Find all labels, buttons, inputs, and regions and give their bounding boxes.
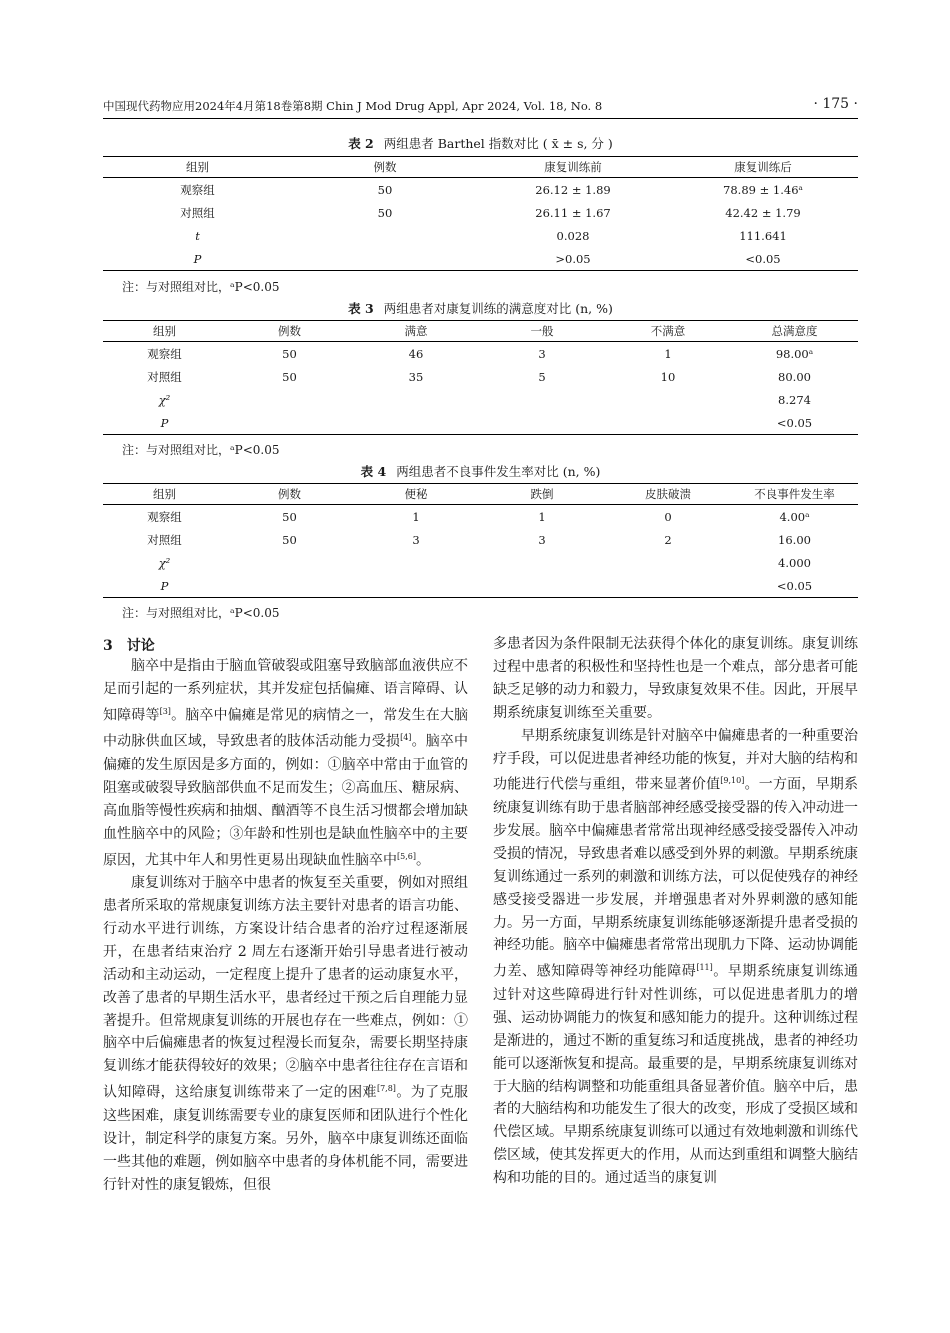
table-row [103, 574, 858, 598]
table-cell: 42.42 ± 1.79 [725, 205, 801, 220]
table2-label: 表 2 [348, 136, 374, 151]
table-cell: 4.000 [778, 555, 811, 570]
table-row [103, 505, 858, 529]
table-cell: 78.89 ± 1.46ᵃ [723, 182, 803, 197]
table4 [103, 483, 858, 598]
table-cell: 4.00ᵃ [779, 509, 810, 524]
table-cell: 50 [282, 509, 297, 524]
table2-caption [103, 134, 858, 152]
column-header: 满意 [353, 321, 479, 342]
column-header: 皮肤破溃 [605, 484, 731, 505]
table-cell [605, 388, 731, 411]
table-cell: 98.00ᵃ [775, 346, 814, 361]
table-cell [353, 411, 479, 435]
table4-note: 注：与对照组对比，ᵃP<0.05 [122, 606, 280, 620]
table-cell [605, 574, 731, 598]
table-cell [292, 247, 478, 271]
table-cell: 观察组 [147, 346, 182, 361]
table-cell: χ² [158, 555, 171, 570]
table-cell [226, 411, 353, 435]
table-row [103, 551, 858, 574]
column-header: 不良事件发生率 [731, 484, 858, 505]
table4-title: 两组患者不良事件发生率对比 (n, %) [396, 464, 601, 479]
table-cell: 0.028 [556, 228, 590, 243]
paragraph: 多患者因为条件限制无法获得个体化的康复训练。康复训练过程中患者的积极性和坚持性也是一个难点，部分患者可能缺乏足够的动力和毅力，导致康复效果不佳。因此，开展早期系统康复训练至关重要。 [493, 636, 858, 721]
table3-header-row [103, 321, 858, 342]
citation: [3] [159, 706, 171, 716]
column-header: 组别 [103, 321, 226, 342]
table-cell [226, 551, 353, 574]
table-cell [605, 411, 731, 435]
table-cell: 对照组 [147, 369, 182, 384]
right-column [493, 633, 858, 1190]
table-row [103, 224, 858, 247]
table-cell: 观察组 [180, 182, 215, 197]
table-row [103, 247, 858, 271]
table-cell [479, 388, 605, 411]
table3 [103, 320, 858, 435]
table-row [103, 342, 858, 366]
table-cell: <0.05 [731, 574, 858, 598]
running-header [103, 96, 858, 119]
table3-label: 表 3 [348, 301, 374, 316]
table-cell: χ² [158, 392, 171, 407]
table-cell [353, 574, 479, 598]
table4-caption [103, 462, 858, 480]
table-cell: <0.05 [668, 247, 858, 271]
table-cell: P [103, 574, 226, 598]
paragraph: 脑卒中是指由于脑血管破裂或阻塞导致脑部血液供应不足而引起的一系列症状，其并发症包括偏瘫、语言障碍、认知障碍等[3]。脑卒中偏瘫是常见的病情之一，常发生在大脑中动脉供血区域，导致患者的肢体活动能力受损[4]。脑卒中偏瘫的发生原因是多方面的，例如：①脑卒中常由于血管的阻塞或破裂导致脑部供血不足而发生；②高血压、糖尿病、高血脂等慢性疾病和抽烟、酗酒等不良生活习惯都会增加缺血性脑卒中的风险；③年龄和性别也是缺血性脑卒中的主要原因，尤其中年人和男性更易出现缺血性脑卒中[5,6]。 [103, 658, 469, 869]
table-cell: 50 [377, 182, 393, 197]
table-cell: 对照组 [147, 532, 182, 547]
page-number: · 175 · [813, 96, 858, 112]
table2-header-row [103, 157, 858, 178]
table-cell: 80.00 [778, 369, 811, 384]
table-cell: 26.11 ± 1.67 [535, 205, 611, 220]
table-cell: P [103, 247, 292, 271]
table-cell: <0.05 [731, 411, 858, 435]
column-header: 一般 [479, 321, 605, 342]
table3-note: 注：与对照组对比，ᵃP<0.05 [122, 443, 280, 457]
column-header: 不满意 [605, 321, 731, 342]
table-row [103, 528, 858, 551]
table-cell: 8.274 [778, 392, 811, 407]
section-heading: 3 讨论 [103, 638, 155, 654]
table-cell: 111.641 [739, 228, 787, 243]
table-cell: 2 [664, 532, 672, 547]
citation: [5,6] [397, 851, 416, 861]
citation: [7,8] [376, 1084, 396, 1094]
citation: [11] [696, 963, 713, 973]
column-header: 康复训练前 [478, 157, 668, 178]
table-cell: 观察组 [147, 509, 182, 524]
column-header: 便秘 [353, 484, 479, 505]
table-cell: 10 [660, 369, 676, 384]
table-cell: 3 [412, 532, 420, 547]
column-header: 总满意度 [731, 321, 858, 342]
table-cell [353, 388, 479, 411]
table-row [103, 365, 858, 388]
table-cell: 0 [664, 509, 672, 524]
table3-title: 两组患者对康复训练的满意度对比 (n, %) [383, 301, 613, 316]
column-header: 例数 [226, 321, 353, 342]
table-cell: 35 [408, 369, 424, 384]
journal-citation: 中国现代药物应用2024年4月第18卷第8期 Chin J Mod Drug Appl, Apr 2024, Vol. 18, No. 8 [103, 99, 603, 113]
table3-caption [103, 299, 858, 317]
table-cell [479, 551, 605, 574]
table-cell [479, 411, 605, 435]
table-cell: 16.00 [778, 532, 811, 547]
column-header: 跌倒 [479, 484, 605, 505]
table-cell: >0.05 [478, 247, 668, 271]
table-cell: 3 [538, 532, 546, 547]
table-row [103, 388, 858, 411]
table-cell: 1 [664, 346, 672, 361]
table-row [103, 178, 858, 202]
table-cell: P [103, 411, 226, 435]
table-cell: 50 [377, 205, 393, 220]
table-cell [292, 224, 478, 247]
table-cell [226, 574, 353, 598]
column-header: 例数 [226, 484, 353, 505]
table-cell: 50 [282, 346, 297, 361]
table4-label: 表 4 [360, 464, 387, 479]
column-header: 组别 [103, 484, 226, 505]
citation: [9,10] [720, 776, 745, 786]
table4-header-row [103, 484, 858, 505]
paragraph: 康复训练对于脑卒中患者的恢复至关重要，例如对照组患者所采取的常规康复训练方法主要针对患者的语言功能、行动水平进行训练，方案设计结合患者的治疗过程逐渐展开，在患者结束治疗 2 周左右逐渐开始引导患者进行被动活动和主动运动，一定程度上提升了患者的运动康复水平，改善了患者的早期生活水平，患者经过干预之后自理能力显著提升。但常规康复训练的开展也存在一些难点，例如：①脑卒中后偏瘫患者的恢复过程漫长而复杂，需要长期坚持康复训练才能获得较好的效果；②脑卒中患者往往存在言语和认知障碍，这给康复训练带来了一定的困难[7,8]。为了克服这些困难，康复训练需要专业的康复医师和团队进行个性化设计，制定科学的康复方案。另外，脑卒中康复训练还面临一些其他的难题，例如脑卒中患者的身体机能不同，需要进行针对性的康复锻炼，但很 [103, 875, 469, 1193]
table-cell [353, 551, 479, 574]
table-row [103, 411, 858, 435]
table-cell [479, 574, 605, 598]
table-cell: 1 [538, 509, 546, 524]
table-cell: 50 [282, 369, 297, 384]
column-header: 组别 [103, 157, 292, 178]
left-column [103, 655, 468, 1196]
table-cell: 26.12 ± 1.89 [535, 182, 611, 197]
table-cell: 46 [408, 346, 424, 361]
table-row [103, 201, 858, 224]
table2-note: 注：与对照组对比，ᵃP<0.05 [122, 280, 280, 294]
table-cell: 1 [412, 509, 420, 524]
table-cell: t [195, 228, 200, 243]
table-cell: 5 [538, 369, 546, 384]
column-header: 康复训练后 [668, 157, 858, 178]
column-header: 例数 [292, 157, 478, 178]
table2 [103, 156, 858, 271]
table-cell: 3 [538, 346, 546, 361]
table-cell [226, 388, 353, 411]
table-cell [605, 551, 731, 574]
citation: [4] [400, 733, 412, 743]
table-cell: 对照组 [180, 205, 215, 220]
paragraph: 早期系统康复训练是针对脑卒中偏瘫患者的一种重要治疗手段，可以促进患者神经功能的恢复，并对大脑的结构和功能进行代偿与重组，带来显著价值[9,10]。一方面，早期系统康复训练有助于患者脑部神经感受接受器的传入冲动进一步发展。脑卒中偏瘫患者常常出现神经感受接受器传入冲动受损的情况，导致患者难以感受到外界的刺激。早期系统康复训练通过一系列的刺激和训练方法，可以促使残存的神经感受接受器进一步发展，并增强患者对外界刺激的感知能力。另一方面，早期系统康复训练能够逐渐提升患者受损的神经功能。脑卒中偏瘫患者常常出现肌力下降、运动协调能力差、感知障碍等神经功能障碍[11]。早期系统康复训练通过针对这些障碍进行针对性训练，可以促进患者肌力的增强、运动协调能力的恢复和感知能力的提升。这种训练过程是渐进的，通过不断的重复练习和适度挑战，患者的神经功能可以逐渐恢复和提高。最重要的是，早期系统康复训练对于大脑的结构调整和功能重组具备显著价值。脑卒中后，患者的大脑结构和功能发生了很大的改变，形成了受损区域和代偿区域。早期系统康复训练可以通过有效地刺激和训练代偿区域，使其发挥更大的作用，从而达到重组和调整大脑结构和功能的目的。通过适当的康复训 [493, 727, 859, 1187]
table2-title: 两组患者 Barthel 指数对比 ( x̄ ± s, 分 ) [383, 136, 613, 151]
table-cell: 50 [282, 532, 297, 547]
